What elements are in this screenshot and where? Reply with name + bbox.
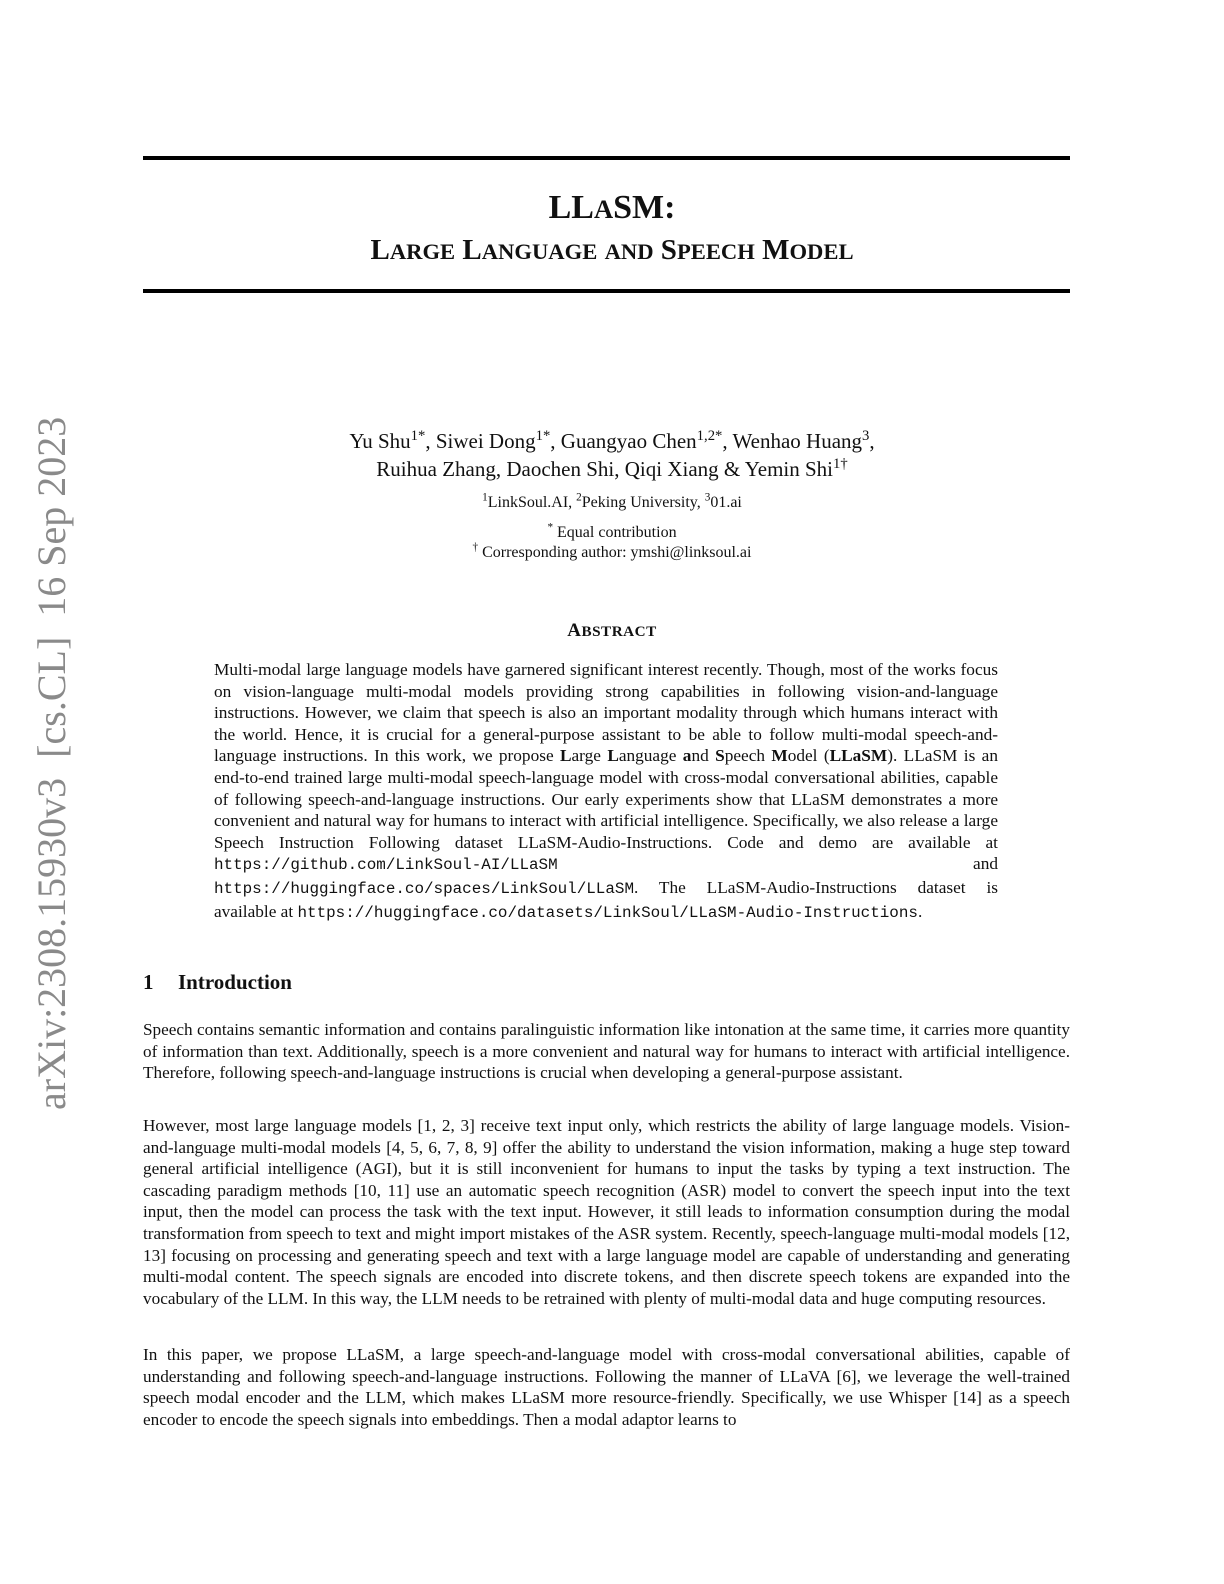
title-bottom-rule bbox=[143, 289, 1070, 293]
author-notes bbox=[0, 523, 1224, 563]
intro-paragraph-2: However, most large language models [1, 2, 3] receive text input only, which restricts the ability of large language models. Vision-and-language multi-modal models [4, 5, 6, 7, 8, 9] offer the ability to understand the vision information, making a huge step toward general artificial intelligence (AGI), but it is still inconvenient for humans to input the tasks by typing a text instruction. The cascading paradigm methods [10, 11] use an automatic speech recognition (ASR) model to convert the speech input into the text input, then the model can process the task with the text input. However, it still leads to information consumption during the modal transformation from speech to text and might import mistakes of the ASR system. Recently, speech-language multi-modal models [12, 13] focusing on processing and generating speech and text with a large language model are capable of understanding and generating multi-modal content. The speech signals are encoded into discrete tokens, and then discrete speech tokens are expanded into the vocabulary of the LLM. In this way, the LLM needs to be retrained with plenty of multi-modal data and huge computing resources. bbox=[143, 1116, 1070, 1308]
huggingface-demo-link[interactable]: https://huggingface.co/spaces/LinkSoul/LLaSM bbox=[214, 879, 634, 898]
github-link[interactable]: https://github.com/LinkSoul-AI/LLaSM bbox=[214, 856, 558, 875]
author-name: Siwei Dong bbox=[435, 429, 536, 453]
corresponding-author-note: † Corresponding author: ymshi@linksoul.ai bbox=[472, 541, 752, 561]
paper-title-line1: LLASM: bbox=[548, 189, 676, 226]
author-list bbox=[0, 427, 1224, 483]
affiliations: $^1$LinkSoul.AI, $^2$Peking University, $^3$01.ai bbox=[482, 491, 742, 511]
intro-paragraph-3: In this paper, we propose LLaSM, a large speech-and-language model with cross-modal conversational abilities, capable of understanding and following speech-and-language instructions. Following the manner of LLaVA [6], we leverage the well-trained speech modal encoder and the LLM, which makes LLaSM more resource-friendly. Specifically, we use Whisper [14] as a speech encoder to encode the speech signals into embeddings. Then a modal adaptor learns to bbox=[143, 1345, 1070, 1429]
paper-title-line2: LARGE LANGUAGE AND SPEECH MODEL bbox=[370, 234, 854, 266]
abstract-body: Multi-modal large language models have garnered significant interest recently. Though, most of the works focus on vision-language multi-modal models providing strong capabilities in following vision-and-language instructions. However, we claim that speech is also an important modality through which humans interact with the world. Hence, it is crucial for a general-purpose assistant to be able to follow multi-modal speech-and-language instructions. In this work, we propose Large Language and Speech Model (LLaSM). LLaSM is an end-to-end trained large multi-modal speech-language model with cross-modal conversational abilities, capable of following speech-and-language instructions. Our early experiments show that LLaSM demonstrates a more convenient and natural way for humans to interact with artificial intelligence. Specifically, we also release a large Speech Instruction Following dataset LLaSM-Audio-Instructions. Code and demo are available at https://github.com/LinkSoul-AI/LLaSM and https://huggingface.co/spaces/LinkSoul/LLaSM. The LLaSM-Audio-Instructions dataset is available at https://huggingface.co/datasets/LinkSoul/LLaSM-Audio-Instructions. bbox=[214, 660, 998, 922]
abstract-heading: ABSTRACT bbox=[567, 620, 657, 641]
author-name: Wenhao Huang bbox=[732, 429, 863, 453]
author-line-2: Ruihua Zhang, Daochen Shi, Qiqi Xiang & Yemin Shi$^{1\dagger}$ bbox=[376, 456, 848, 481]
arxiv-sidebar-stamp: arXiv:2308.15930v3 [cs.CL] 16 Sep 2023 bbox=[29, 416, 74, 1110]
title-top-rule bbox=[143, 156, 1070, 160]
dataset-link[interactable]: https://huggingface.co/datasets/LinkSoul/LLaSM-Audio-Instructions bbox=[297, 903, 918, 922]
equal-contribution-note: * Equal contribution bbox=[547, 521, 677, 541]
author-name: Guangyao Chen bbox=[560, 429, 697, 453]
author-line-1: Yu Shu$^{1*}$, Siwei Dong$^{1*}$, Guangyao Chen$^{1,2*}$, Wenhao Huang$^3$, bbox=[349, 428, 875, 453]
intro-paragraph-1: Speech contains semantic information and contains paralinguistic information like intonation at the same time, it carries more quantity of information than text. Additionally, speech is a more convenient and natural way for humans to interact with artificial intelligence. Therefore, following speech-and-language instructions is crucial when developing a general-purpose assistant. bbox=[143, 1020, 1070, 1083]
section-heading-introduction: 1 Introduction bbox=[143, 970, 292, 994]
author-name: Yu Shu bbox=[349, 429, 411, 453]
